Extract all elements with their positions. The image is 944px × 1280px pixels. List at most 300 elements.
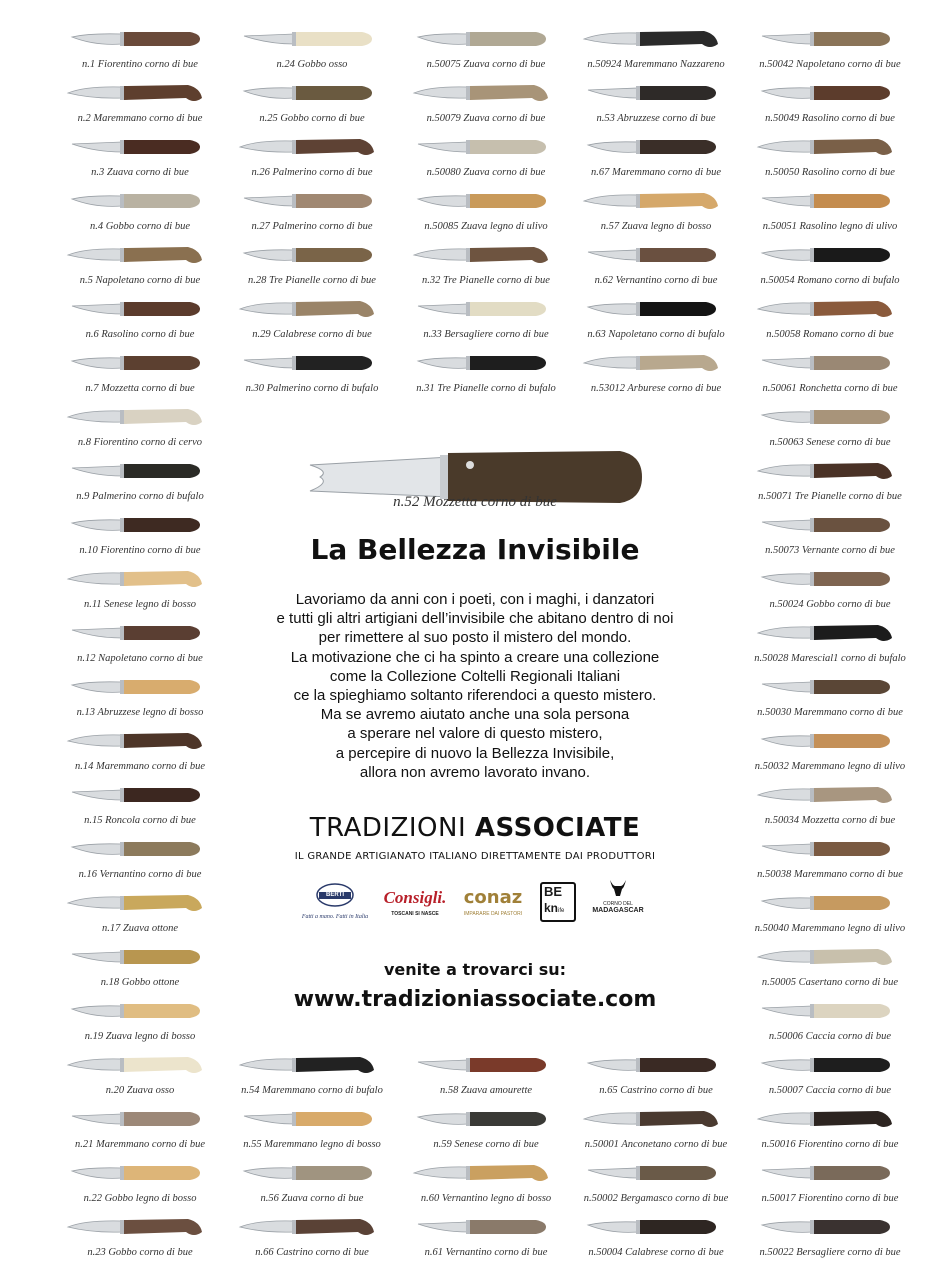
knife-caption: n.54 Maremmano corno di bufalo [241,1085,383,1096]
knife-item[interactable] [740,616,920,670]
knife-handle [640,1220,716,1234]
knife-item[interactable] [566,130,746,184]
knife-caption: n.50054 Romano corno di bufalo [760,275,900,286]
knife-caption: n.50007 Caccia corno di bue [768,1085,892,1096]
knife-item[interactable] [50,1048,230,1102]
knife-item[interactable] [50,724,230,778]
knife-item[interactable] [566,76,746,130]
knife-handle [124,680,200,694]
knife-blade [244,196,294,206]
conaz-sub: IMPARARE DAI PASTORI [463,911,523,917]
knife-image [396,130,576,168]
knife-handle [124,626,200,640]
berti-name: BERTI [326,892,344,898]
knife-item[interactable] [566,1210,746,1264]
knife-handle [124,1004,200,1018]
knife-item[interactable] [396,292,576,346]
knife-handle [814,842,890,856]
knife-caption: n.18 Gobbo ottone [100,977,180,988]
knife-image [222,1210,402,1248]
knife-blade [418,34,468,45]
knife-item[interactable] [740,22,920,76]
knife-blade [72,628,122,638]
knife-image [740,238,920,276]
manifesto-line: ce la spieghiamo soltanto riferendoci a questo mistero. [293,687,657,705]
knife-item[interactable] [50,1210,230,1264]
knife-blade [68,1221,122,1232]
knife-image [50,670,230,708]
knife-image [50,184,230,222]
knife-caption: n.50080 Zuava corno di bue [426,167,546,178]
knife-handle [124,409,202,425]
knife-caption: n.4 Gobbo corno di bue [89,221,191,232]
knife-image [50,400,230,438]
knife-item[interactable] [566,22,746,76]
knife-image [396,1210,576,1248]
knife-handle [124,571,202,587]
knife-blade [762,736,812,747]
knife-image [566,1048,746,1086]
knife-caption: n.3 Zuava corno di bue [91,167,189,178]
knife-item[interactable] [740,1156,920,1210]
knife-caption: n.50004 Calabrese corno di bue [588,1247,724,1258]
knife-caption: n.24 Gobbo osso [276,59,348,70]
knife-blade [762,358,812,368]
knife-caption: n.58 Zuava amourette [439,1085,533,1096]
knife-handle [814,463,892,479]
knife-image [50,238,230,276]
knife-item[interactable] [222,1102,402,1156]
knife-caption: n.19 Zuava legno di bosso [84,1031,196,1042]
knife-item[interactable] [566,292,746,346]
knife-item[interactable] [566,184,746,238]
manifesto-line: per rimettere al suo posto il mistero del mondo. [318,629,632,647]
knife-handle [814,86,890,100]
knife-caption: n.29 Calabrese corno di bue [252,329,372,340]
knife-caption: n.50001 Anconetano corno di bue [584,1139,728,1150]
knife-item[interactable] [396,130,576,184]
knife-handle [814,680,890,694]
knife-handle [296,356,372,370]
manifesto-line: allora non avremo lavorato invano. [359,763,591,781]
manifesto-line: Lavoriamo da anni con i poeti, con i maghi, i danzatori [295,591,655,608]
knife-handle [296,248,372,262]
berti-sub: Fatti a mano. Fatti in Italia [301,914,369,920]
knife-item[interactable] [740,1102,920,1156]
knife-image [396,22,576,60]
knife-item[interactable] [222,76,402,130]
knife-blade [762,34,812,44]
knife-handle [640,86,716,100]
knife-blade [762,1006,812,1016]
knife-image [50,832,230,870]
knife-item[interactable] [740,1048,920,1102]
knife-image [50,1210,230,1248]
knife-item[interactable] [50,940,230,994]
knife-handle [124,85,202,101]
knife-item[interactable] [50,346,230,400]
knife-image [396,1156,576,1194]
knife-item[interactable] [222,292,402,346]
knife-handle [124,194,200,208]
knife-handle [640,1058,716,1072]
knife-item[interactable] [740,670,920,724]
knife-handle [470,1165,548,1181]
knife-caption: n.23 Gobbo corno di bue [87,1247,193,1258]
knife-blade [244,1168,294,1179]
knife-image [566,346,746,384]
knife-blade [418,196,468,207]
knife-handle [814,32,890,46]
knife-handle [640,31,718,47]
consigli-name: Consigli. [383,888,447,907]
knife-image [50,346,230,384]
knife-blade [72,1114,122,1124]
knife-item[interactable] [222,1156,402,1210]
knife-item[interactable] [50,238,230,292]
knife-blade [68,87,122,98]
knife-blade [72,34,122,45]
knife-blade [418,358,468,369]
knife-item[interactable] [566,1102,746,1156]
knife-item[interactable] [740,184,920,238]
corno-sub1: CORNO DEL [603,901,633,907]
knife-image [222,346,402,384]
knife-image [50,76,230,114]
knife-image [740,886,920,924]
knife-item[interactable] [50,76,230,130]
knife-caption: n.55 Maremmano legno di bosso [243,1139,381,1150]
knife-handle [814,301,892,317]
knife-blade [68,249,122,260]
knife-item[interactable] [740,130,920,184]
knife-image [396,292,576,330]
berti-logo[interactable] [300,876,370,926]
knife-blade [72,682,122,693]
knife-blade [418,1222,468,1232]
knife-blade [588,142,638,153]
knife-handle [124,895,202,911]
knife-caption: n.11 Senese legno di bosso [83,599,197,610]
knife-handle [470,302,546,316]
knife-item[interactable] [566,238,746,292]
knife-caption: n.50022 Bersagliere corno di bue [759,1247,901,1258]
consigli-logo[interactable] [380,876,450,926]
knife-handle [296,1057,374,1073]
knife-caption: n.67 Maremmano corno di bue [591,167,721,178]
knife-handle [470,247,548,263]
hero-blade [310,457,450,497]
knife-image [222,292,402,330]
knife-item[interactable] [50,22,230,76]
knife-item[interactable] [740,886,920,940]
knife-handle [814,734,890,748]
knife-caption: n.28 Tre Pianelle corno di bue [248,275,376,286]
knife-item[interactable] [50,184,230,238]
knife-item[interactable] [740,724,920,778]
knife-handle [296,194,372,208]
knife-handle [470,85,548,101]
knife-item[interactable] [396,346,576,400]
knife-blade [72,520,122,531]
knife-handle [814,1058,890,1072]
knife-handle [470,1112,546,1126]
knife-image [740,1156,920,1194]
knife-item[interactable] [222,1210,402,1264]
knife-blade [762,574,812,585]
knife-image [396,184,576,222]
knife-handle [124,302,200,316]
conaz-logo[interactable] [458,876,528,926]
knife-item[interactable] [50,454,230,508]
knife-caption: n.50030 Maremmano corno di bue [757,707,903,718]
knife-image [740,22,920,60]
knife-blade [758,1113,812,1124]
knife-handle [814,949,892,965]
knife-caption: n.22 Gobbo legno di bosso [83,1193,197,1204]
knife-item[interactable] [50,616,230,670]
knife-handle [640,1111,718,1127]
corno-sub2: MADAGASCAR [592,907,644,914]
knife-handle [296,1219,374,1235]
knife-item[interactable] [222,238,402,292]
knife-blade [240,303,294,314]
knife-item[interactable] [50,562,230,616]
knife-image [50,22,230,60]
manifesto-line: La motivazione che ci ha spinto a creare una collezione [290,648,660,666]
knife-blade [72,1168,122,1179]
knife-item[interactable] [740,454,920,508]
knife-handle [124,1219,202,1235]
knife-image [50,724,230,762]
knife-handle [814,518,890,532]
knife-caption: n.50038 Maremmano corno di bue [757,869,903,880]
knife-image [566,22,746,60]
knife-item[interactable] [740,1210,920,1264]
knife-caption: n.65 Castrino corno di bue [599,1085,713,1096]
beknife-logo[interactable] [538,876,578,926]
knife-blade [240,1059,294,1070]
knife-item[interactable] [566,1048,746,1102]
knife-handle [296,301,374,317]
knife-blade [588,88,638,98]
knife-caption: n.50085 Zuava legno di ulivo [424,221,548,232]
knife-blade [762,196,812,206]
knife-blade [68,735,122,746]
knife-caption: n.31 Tre Pianelle corno di bufalo [416,383,556,394]
knife-image [222,184,402,222]
knife-item[interactable] [740,508,920,562]
knife-blade [584,357,638,368]
knife-image [396,1102,576,1140]
knife-item[interactable] [396,184,576,238]
knife-caption: n.50040 Maremmano legno di ulivo [754,923,906,934]
knife-item[interactable] [50,1156,230,1210]
hero-caption: n.52 Mozzetta corno di bue [393,494,557,510]
knife-blade [588,1168,638,1178]
brand-wordmark [230,813,720,843]
knife-caption: n.50050 Rasolino corno di bue [765,167,895,178]
knife-blade [588,1222,638,1233]
knife-caption: n.50073 Vernante corno di bue [765,545,895,556]
knife-blade [244,88,294,99]
knife-blade [72,304,122,314]
knife-item[interactable] [50,400,230,454]
knife-item[interactable] [740,994,920,1048]
knife-item[interactable] [396,1210,576,1264]
knife-handle [814,896,890,910]
manifesto-line: e tutti gli altri artigiani dell’invisibile che abitano dentro di noi [276,610,674,628]
knife-handle [124,1166,200,1180]
manifesto-text [230,590,720,782]
knife-blade [762,250,812,261]
knife-image [740,400,920,438]
knife-item[interactable] [740,778,920,832]
knife-handle [640,1166,716,1180]
knife-item[interactable] [222,346,402,400]
knife-item[interactable] [50,670,230,724]
knife-blade [762,520,812,530]
knife-item[interactable] [50,778,230,832]
knife-blade [418,1114,468,1125]
knife-handle [640,193,718,209]
knife-handle [814,410,890,424]
knife-item[interactable] [396,1156,576,1210]
knife-item[interactable] [740,76,920,130]
knife-caption: n.53012 Arburese corno di bue [590,383,722,394]
knife-item[interactable] [222,1048,402,1102]
knife-item[interactable] [222,184,402,238]
knife-image [50,940,230,978]
knife-item[interactable] [396,1102,576,1156]
knife-caption: n.50002 Bergamasco corno di bue [583,1193,729,1204]
knife-item[interactable] [566,1156,746,1210]
knife-caption: n.59 Senese corno di bue [433,1139,539,1150]
knife-image [740,994,920,1032]
beknife-c: ife [558,908,565,914]
knife-blade [762,844,812,854]
knife-item[interactable] [566,346,746,400]
knife-handle [124,518,200,532]
knife-item[interactable] [50,130,230,184]
knife-item[interactable] [740,832,920,886]
knife-handle [124,32,200,46]
knife-item[interactable] [740,238,920,292]
knife-item[interactable] [740,562,920,616]
knife-image [396,346,576,384]
knife-item[interactable] [50,1102,230,1156]
knife-item[interactable] [50,886,230,940]
knife-handle [470,194,546,208]
knife-blade [762,898,812,909]
visit-label: venite a trovarci su: [383,960,567,979]
knife-caption: n.9 Palmerino corno di bufalo [76,491,204,502]
knife-blade [584,195,638,206]
knife-caption: n.50058 Romano corno di bue [766,329,894,340]
page-title: La Bellezza Invisibile [310,533,640,566]
knife-blade [762,412,812,423]
knife-item[interactable] [50,508,230,562]
knife-image [396,76,576,114]
knife-image [740,508,920,546]
knife-handle [470,1058,546,1072]
knife-item[interactable] [396,22,576,76]
knife-blade [240,141,294,152]
knife-handle [124,842,200,856]
knife-blade [72,196,122,207]
knife-handle [470,32,546,46]
knife-image [740,1210,920,1248]
knife-image [396,1048,576,1086]
knife-image [740,346,920,384]
knife-item[interactable] [222,130,402,184]
knife-item[interactable] [396,1048,576,1102]
knife-image [222,238,402,276]
knife-item[interactable] [740,940,920,994]
knife-handle [814,1004,890,1018]
knife-caption: n.50006 Caccia corno di bue [768,1031,892,1042]
knife-caption: n.21 Maremmano corno di bue [75,1139,205,1150]
knife-item[interactable] [50,292,230,346]
knife-item[interactable] [222,22,402,76]
knife-blade [72,358,122,369]
knife-blade [68,573,122,584]
knife-blade [414,1167,468,1178]
knife-image [50,562,230,600]
knife-item[interactable] [50,832,230,886]
knife-blade [418,142,468,152]
knife-item[interactable] [50,994,230,1048]
knife-item[interactable] [740,292,920,346]
knife-image [566,238,746,276]
knife-caption: n.12 Napoletano corno di bue [77,653,203,664]
knife-handle [814,1220,890,1234]
hero-rivet [466,461,474,469]
knife-image [740,1102,920,1140]
knife-image [50,778,230,816]
knife-caption: n.15 Roncola corno di bue [84,815,196,826]
knife-blade [758,951,812,962]
beknife-b: kn [544,901,559,915]
knife-caption: n.30 Palmerino corno di bufalo [245,383,379,394]
knife-blade [68,897,122,908]
hero-knife-image [290,428,660,528]
knife-caption: n.50028 Marescial1 corno di bufalo [754,653,906,664]
knife-item[interactable] [396,76,576,130]
knife-item[interactable] [396,238,576,292]
knife-caption: n.53 Abruzzese corno di bue [596,113,716,124]
website-link[interactable]: www.tradizioniassociate.com [293,987,657,1012]
knife-handle [296,1166,372,1180]
knife-caption: n.7 Mozzetta corno di bue [85,383,195,394]
knife-image [740,940,920,978]
knife-caption: n.50063 Senese corno di bue [769,437,891,448]
knife-caption: n.50051 Rasolino legno di ulivo [762,221,898,232]
brand-tagline: IL GRANDE ARTIGIANATO ITALIANO DIRETTAMENTE DAI PRODUTTORI [294,851,656,862]
knife-blade [758,789,812,800]
knife-caption: n.27 Palmerino corno di bue [251,221,373,232]
knife-caption: n.50049 Rasolino corno di bue [765,113,895,124]
corno-madagascar-logo[interactable] [586,876,650,926]
knife-caption: n.50024 Gobbo corno di bue [769,599,891,610]
knife-image [222,130,402,168]
knife-blade [758,141,812,152]
knife-image [740,454,920,492]
knife-item[interactable] [740,400,920,454]
knife-item[interactable] [740,346,920,400]
knife-handle [814,139,892,155]
manifesto-line: Ma se avremo aiutato anche una sola persona [320,706,630,724]
